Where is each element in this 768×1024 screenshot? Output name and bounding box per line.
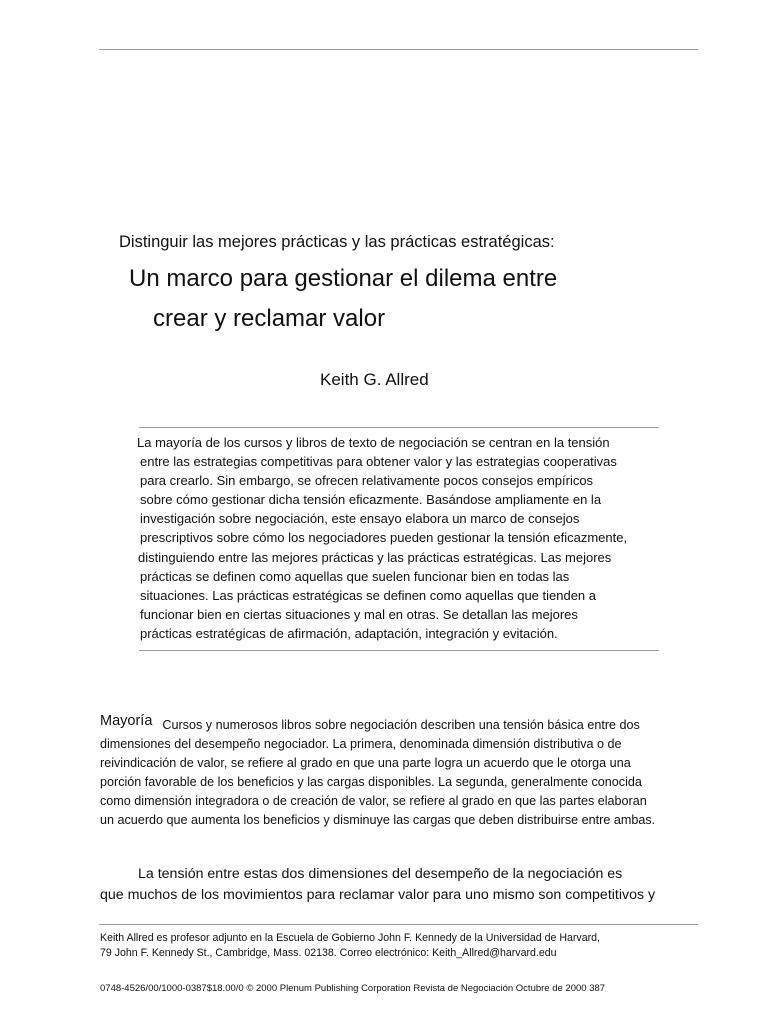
article-subtitle: Distinguir las mejores prácticas y las prácticas estratégicas: [119, 233, 555, 251]
body-line: reivindicación de valor, se refiere al grado en que una parte logra un acuerdo que le otorga una [100, 756, 631, 770]
body-line: dimensiones del desempeño negociador. La primera, denominada dimensión distributiva o de [100, 737, 622, 751]
abstract-line: La mayoría de los cursos y libros de texto de negociación se centran en la tensión [137, 435, 610, 450]
abstract [137, 433, 677, 643]
article-title-line-1: Un marco para gestionar el dilema entre [129, 265, 558, 292]
body-paragraph-2 [100, 864, 730, 906]
abstract-line: entre las estrategias competitivas para obtener valor y las estrategias cooperativas [140, 454, 617, 470]
publication-info: 0748-4526/00/1000-0387$18.00/0 © 2000 Plenum Publishing Corporation Revista de Negociación Octubre de 2000 387 [100, 983, 606, 994]
abstract-line: prescriptivos sobre cómo los negociadores pueden gestionar la tensión eficazmente, [140, 530, 628, 546]
footnote-rule [99, 924, 698, 925]
author-footnote [100, 931, 600, 961]
body-line: que muchos de los movimientos para reclamar valor para uno mismo son competitivos y [100, 887, 656, 903]
author-name: Keith G. Allred [320, 370, 429, 389]
abstract-line: prácticas estratégicas de afirmación, adaptación, integración y evitación. [140, 625, 558, 641]
body-line: como dimensión integradora o de creación de valor, se refiere al grado en que las partes elaboran [100, 794, 647, 808]
abstract-line: prácticas se definen como aquellas que suelen funcionar bien en todas las [140, 568, 570, 584]
first-word: Mayoría [100, 713, 153, 729]
footnote-line: Keith Allred es profesor adjunto en la Escuela de Gobierno John F. Kennedy de la Universidad de Harvard, [100, 932, 600, 944]
abstract-line: distinguiendo entre las mejores prácticas y las prácticas estratégicas. Las mejores [138, 549, 612, 565]
abstract-line: situaciones. Las prácticas estratégicas se definen como aquellas que tienden a [140, 587, 597, 603]
body-line: un acuerdo que aumenta los beneficios y disminuye las cargas que deben distribuirse entre ambas. [100, 813, 656, 827]
abstract-bottom-rule [139, 650, 659, 651]
abstract-top-rule [139, 427, 659, 428]
abstract-line: funcionar bien en ciertas situaciones y mal en otras. Se detallan las mejores [140, 606, 578, 622]
body-line: porción favorable de los beneficios y las cargas disponibles. La segunda, generalmente conocida [100, 775, 642, 789]
body-paragraph-1 [100, 713, 720, 830]
abstract-line: sobre cómo gestionar dicha tensión eficazmente. Basándose ampliamente en la [140, 492, 602, 508]
top-rule [99, 49, 698, 50]
abstract-line: investigación sobre negociación, este ensayo elabora un marco de consejos [140, 511, 580, 527]
body-line-text: Cursos y numerosos libros sobre negociación describen una tensión básica entre dos [162, 718, 640, 732]
abstract-line: para crearlo. Sin embargo, se ofrecen relativamente pocos consejos empíricos [140, 473, 594, 489]
body-line [100, 713, 720, 735]
footnote-line: 79 John F. Kennedy St., Cambridge, Mass. 02138. Correo electrónico: Keith_Allred@harvard.edu [100, 947, 557, 959]
article-title-line-2: crear y reclamar valor [153, 305, 386, 332]
body-line: La tensión entre estas dos dimensiones del desempeño de la negociación es [138, 866, 623, 882]
